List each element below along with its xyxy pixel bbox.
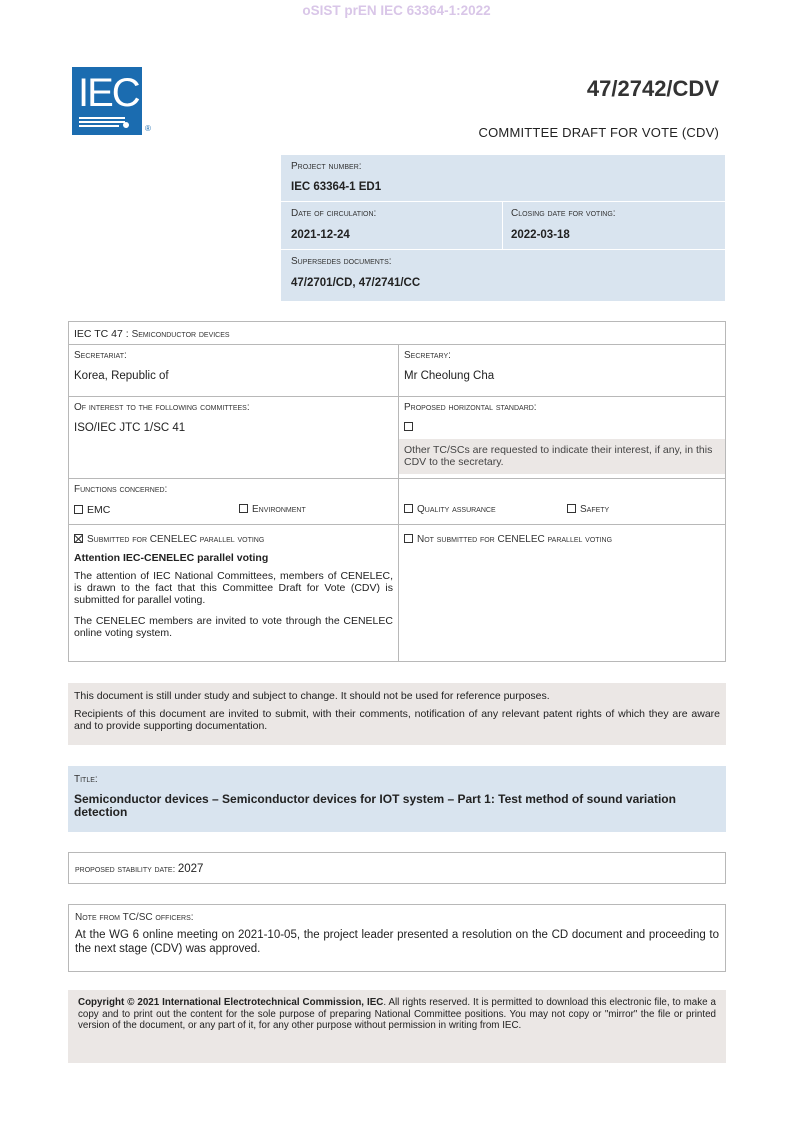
quality-label: Quality assurance — [417, 504, 496, 515]
supersedes-value: 47/2701/CD, 47/2741/CC — [291, 277, 421, 289]
horizontal-cell — [399, 397, 726, 479]
committee-table — [68, 321, 726, 662]
title-box — [68, 766, 726, 832]
function-emc[interactable] — [74, 503, 110, 517]
attention-paragraph-2: The CENELEC members are invited to vote through the CENELEC online voting system. — [74, 615, 393, 639]
circulation-date-value: 2021-12-24 — [291, 229, 350, 241]
emc-label: EMC — [87, 504, 111, 516]
attention-paragraph-1: The attention of IEC National Committees, members of CENELEC, is drawn to the fact that this Committee Draft for Vote (CDV) is submitted for parallel voting. — [74, 570, 393, 606]
document-type: COMMITTEE DRAFT FOR VOTE (CDV) — [478, 125, 719, 140]
title-label: Title: — [74, 774, 98, 785]
submitted-checkbox[interactable] — [74, 534, 83, 543]
secretariat-label: Secretariat: — [74, 350, 127, 361]
quality-checkbox[interactable] — [404, 504, 413, 513]
stability-value: 2027 — [177, 863, 204, 875]
closing-date-label: Closing date for voting: — [511, 208, 616, 219]
secretary-cell — [399, 345, 726, 397]
copyright-bold: Copyright © 2021 International Electrotechnical Commission, IEC — [78, 997, 384, 1008]
interest-value: ISO/IEC JTC 1/SC 41 — [74, 422, 186, 434]
note-label: Note from TC/SC officers: — [75, 912, 194, 923]
submitted-option[interactable] — [74, 533, 393, 546]
project-number-label: Project number: — [291, 161, 362, 172]
not-submitted-label: Not submitted for CENELEC parallel voting — [417, 534, 613, 545]
cenelec-not-submitted-cell — [399, 525, 726, 662]
horizontal-label: Proposed horizontal standard: — [404, 402, 537, 413]
submitted-label: Submitted for CENELEC parallel voting — [87, 534, 265, 545]
notice-box — [68, 683, 726, 745]
horizontal-note: Other TC/SCs are requested to indicate their interest, if any, in this CDV to the secretary. — [399, 439, 725, 474]
project-info-box — [281, 155, 725, 301]
dates-row — [281, 202, 725, 250]
iec-logo — [72, 67, 142, 135]
logo-line — [79, 117, 125, 119]
note-box — [68, 904, 726, 972]
emc-checkbox[interactable] — [74, 505, 83, 514]
safety-label: Safety — [580, 504, 610, 515]
notice-paragraph-1: This document is still under study and subject to change. It should not be used for reference purposes. — [74, 690, 550, 702]
interest-label: Of interest to the following committees: — [74, 402, 250, 413]
project-number-value: IEC 63364-1 ED1 — [291, 181, 382, 193]
secretary-label: Secretary: — [404, 350, 451, 361]
attention-title: Attention IEC-CENELEC parallel voting — [74, 552, 269, 564]
horizontal-checkbox[interactable] — [404, 422, 413, 431]
logo-text: IEC — [78, 71, 139, 115]
logo-dot — [123, 122, 129, 128]
registered-mark: ® — [145, 124, 151, 133]
closing-date-value: 2022-03-18 — [511, 229, 570, 241]
copyright-rest: . All rights reserved. It is permitted to download this electronic file, to make a copy and to print out the content for the sole purpose of preparing National Committee positions. You may not copy or "mirror" the file or printed version of the document, or any part of it, for any other purpose without permission in writing from IEC. — [78, 997, 716, 1031]
title-value: Semiconductor devices – Semiconductor devices for IOT system – Part 1: Test method of sound variation detection — [74, 792, 676, 819]
safety-checkbox[interactable] — [567, 504, 576, 513]
functions-label: Functions concerned: — [74, 484, 168, 495]
copyright-text — [78, 997, 716, 1032]
not-submitted-checkbox[interactable] — [404, 534, 413, 543]
project-row — [281, 155, 725, 202]
copyright-box — [68, 990, 726, 1063]
function-safety[interactable] — [567, 503, 609, 516]
logo-line — [79, 121, 125, 123]
circulation-date-label: Date of circulation: — [291, 208, 377, 219]
function-environment[interactable] — [239, 503, 306, 516]
functions-left-cell — [69, 479, 399, 525]
function-quality[interactable] — [404, 503, 496, 516]
interest-cell — [69, 397, 399, 479]
supersedes-label: Supersedes documents: — [291, 256, 392, 267]
cenelec-submitted-cell — [69, 525, 399, 662]
not-submitted-option[interactable] — [404, 533, 720, 546]
tc-name: Semiconductor devices — [131, 329, 230, 340]
supersedes-row — [281, 250, 725, 301]
secretariat-cell — [69, 345, 399, 397]
logo-line — [79, 125, 119, 127]
tc-prefix: IEC TC 47 : — [74, 328, 132, 340]
tc-cell — [69, 322, 726, 345]
divider — [502, 202, 503, 249]
note-value: At the WG 6 online meeting on 2021-10-05, the project leader presented a resolution on the CD document and proceeding to the next stage (CDV) was approved. — [75, 929, 719, 955]
watermark: oSIST prEN IEC 63364-1:2022 — [302, 3, 491, 18]
environment-checkbox[interactable] — [239, 504, 248, 513]
document-number: 47/2742/CDV — [586, 76, 719, 101]
functions-right-cell — [399, 479, 726, 525]
stability-label: proposed stability date: — [75, 864, 178, 875]
environment-label: Environment — [252, 504, 306, 515]
secretary-value: Mr Cheolung Cha — [404, 370, 495, 382]
notice-paragraph-2: Recipients of this document are invited to submit, with their comments, notification of any relevant patent rights of which they are aware and to provide supporting documentation. — [74, 708, 720, 732]
secretariat-value: Korea, Republic of — [74, 370, 169, 382]
stability-box — [68, 852, 726, 884]
